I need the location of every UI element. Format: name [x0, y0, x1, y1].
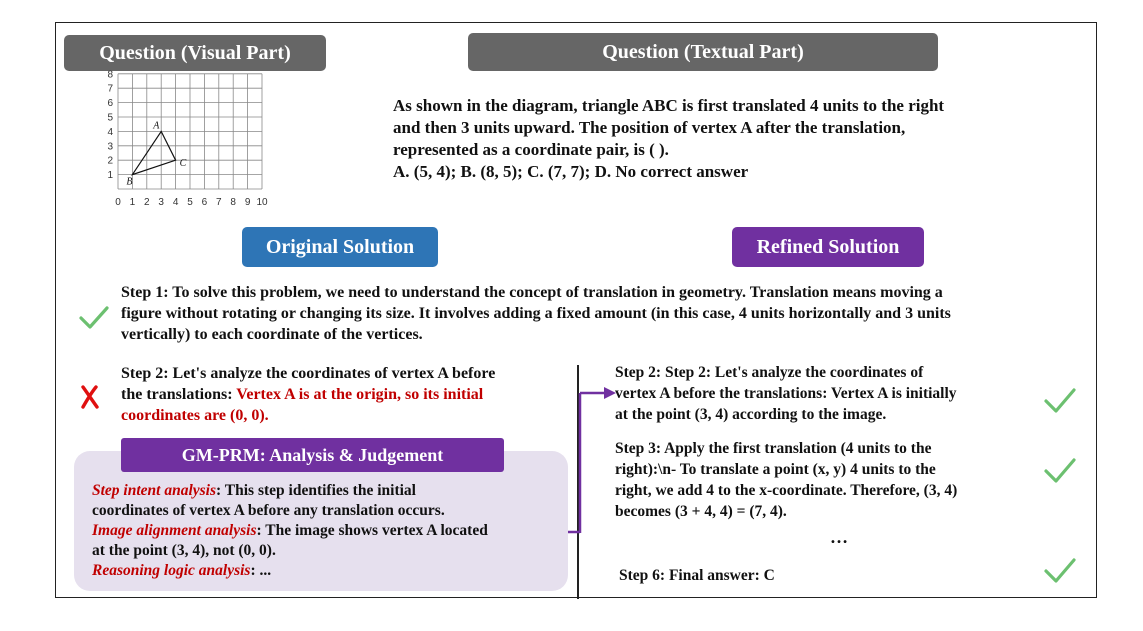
analysis-key-image: Image alignment analysis [92, 522, 257, 539]
step1-line-3: vertically) to each coordinate of the vertices. [121, 326, 423, 343]
question-options: A. (5, 4); B. (8, 5); C. (7, 7); D. No correct answer [393, 162, 749, 181]
ref-step3-line-4: becomes (3 + 4, 4) = (7, 4). [615, 503, 787, 520]
ref-step2-line-3: at the point (3, 4) according to the image. [615, 406, 887, 423]
check-icon [1043, 556, 1077, 584]
x-tick-label: 2 [144, 197, 150, 208]
x-tick-label: 10 [256, 197, 268, 208]
ref-step6: Step 6: Final answer: C [619, 567, 775, 584]
vertex-label: A [153, 120, 160, 132]
step1-line-1: Step 1: To solve this problem, we need to understand the concept of translation in geometry. Translation means moving a [121, 284, 943, 301]
check-icon [1043, 386, 1077, 414]
ref-step2-line-2: vertex A before the translations: Vertex A is initially [615, 385, 957, 402]
y-tick-label: 1 [107, 170, 113, 182]
x-tick-label: 0 [115, 197, 121, 208]
ref-step3-line-1: Step 3: Apply the first translation (4 units to the [615, 440, 932, 457]
y-tick-label: 7 [107, 83, 113, 95]
orig-step2-line-1: Step 2: Let's analyze the coordinates of vertex A before [121, 365, 496, 382]
analysis-text-reasoning: : ... [250, 562, 272, 579]
ref-ellipsis: … [830, 527, 848, 547]
analysis-header: GM-PRM: Analysis & Judgement [121, 438, 504, 472]
check-icon [78, 304, 110, 330]
x-tick-label: 4 [172, 197, 179, 208]
x-tick-label: 1 [129, 197, 136, 208]
orig-step2-line-3: coordinates are (0, 0). [121, 407, 269, 424]
orig-step2-error-text: Vertex A is at the origin, so its initial [236, 386, 484, 403]
y-tick-label: 6 [107, 98, 113, 110]
visual-part-header: Question (Visual Part) [64, 35, 326, 71]
ref-step3-line-2: right):\n- To translate a point (x, y) 4 units to the [615, 461, 936, 478]
ref-step3-line-3: right, we add 4 to the x-coordinate. Therefore, (3, 4) [615, 482, 958, 499]
question-line-2: and then 3 units upward. The position of vertex A after the translation, [393, 118, 906, 137]
x-tick-label: 6 [201, 197, 208, 208]
triangle-abc [132, 131, 175, 174]
coordinate-grid [100, 69, 280, 223]
analysis-text-image-2: at the point (3, 4), not (0, 0). [92, 542, 276, 559]
x-tick-label: 5 [187, 197, 193, 208]
question-line-3: represented as a coordinate pair, is ( ). [393, 140, 669, 159]
vertex-label: B [126, 176, 133, 188]
refined-solution-header: Refined Solution [732, 227, 924, 267]
connector-arrows [560, 380, 620, 540]
x-tick-label: 7 [216, 197, 222, 208]
y-tick-label: 8 [107, 69, 113, 81]
cross-icon [80, 384, 100, 410]
analysis-key-reasoning: Reasoning logic analysis [92, 562, 251, 579]
ref-step2-line-1: Step 2: Step 2: Let's analyze the coordinates of [615, 364, 924, 381]
x-tick-label: 9 [244, 197, 251, 208]
y-tick-label: 5 [107, 112, 113, 124]
analysis-text-intent: : This step identifies the initial [216, 482, 416, 499]
analysis-text-image: : The image shows vertex A located [256, 522, 488, 539]
question-line-1: As shown in the diagram, triangle ABC is first translated 4 units to the right [393, 96, 945, 115]
orig-step2-line-2a: the translations: [121, 386, 237, 403]
y-tick-label: 2 [107, 155, 113, 167]
y-tick-label: 3 [107, 141, 113, 153]
original-solution-header: Original Solution [242, 227, 438, 267]
analysis-text-intent-2: coordinates of vertex A before any translation occurs. [92, 502, 445, 519]
x-tick-label: 3 [158, 197, 164, 208]
y-tick-label: 4 [107, 126, 113, 138]
x-tick-label: 8 [230, 197, 236, 208]
step1-line-2: figure without rotating or changing its size. It involves adding a fixed amount (in this case, 4 units horizontally and 3 units [121, 305, 951, 322]
check-icon [1043, 456, 1077, 484]
vertex-label: C [179, 158, 187, 170]
textual-part-header: Question (Textual Part) [468, 33, 938, 71]
analysis-key-intent: Step intent analysis [92, 482, 217, 499]
